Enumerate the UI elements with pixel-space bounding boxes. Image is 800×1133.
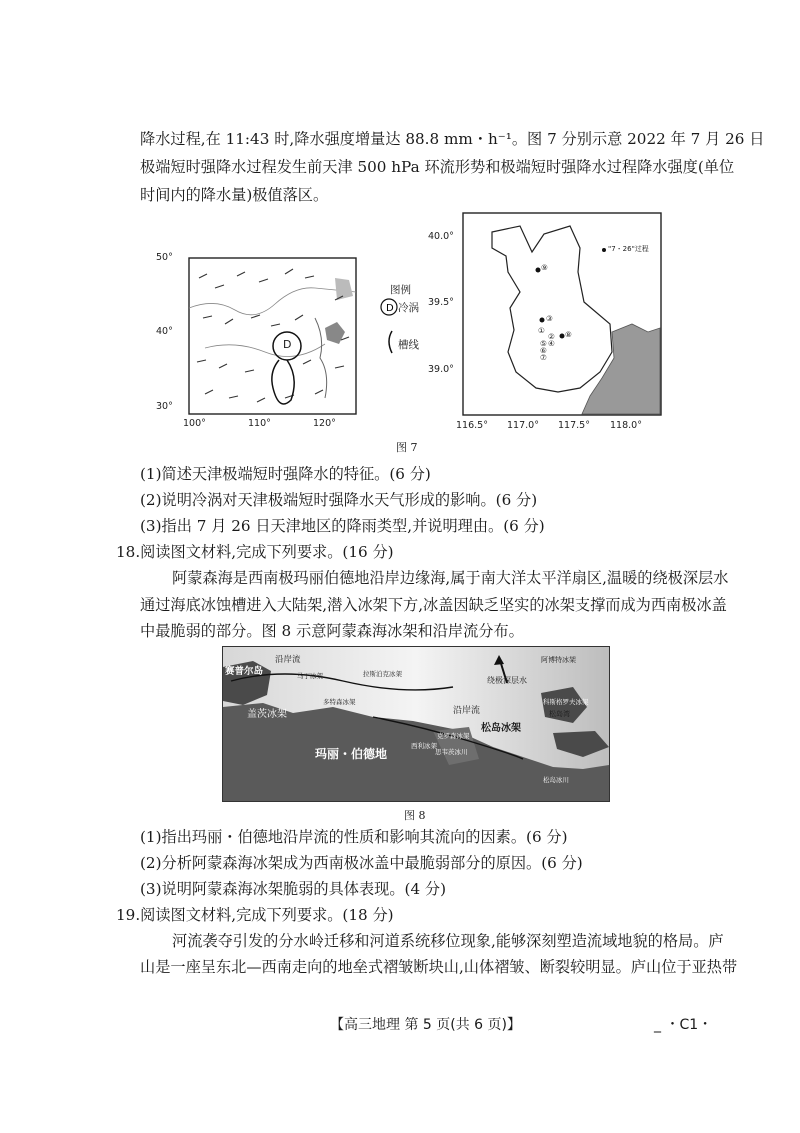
q18-sub-2: (2)分析阿蒙森海冰架成为西南极冰盖中最脆弱部分的原因。(6 分): [140, 854, 583, 872]
station-5: ⑤: [540, 339, 547, 348]
crosson-shelf-label: 克罗森冰架: [437, 732, 470, 740]
lon-label-117-5: 117.5°: [558, 420, 590, 431]
lat-label-50: 50°: [156, 252, 173, 263]
q18-sub-3: (3)说明阿蒙森海冰架脆弱的具体表现。(4 分): [140, 880, 447, 898]
station-6: ⑥: [540, 346, 547, 355]
q19-head: 19.阅读图文材料,完成下列要求。(18 分): [116, 906, 394, 924]
lon-label-120: 120°: [313, 418, 336, 429]
thwaites-glacier-label: 思韦茨冰川: [435, 748, 468, 756]
footer-title: 【高三地理 第 5 页(共 6 页)】: [330, 1017, 521, 1033]
q17-sub-1: (1)简述天津极端短时强降水的特征。(6 分): [140, 465, 431, 483]
station-8: ⑧: [565, 330, 572, 339]
station-2: ②: [548, 332, 555, 341]
cosgrove-shelf-label: 科斯格罗夫冰架: [543, 698, 589, 706]
current-top-label: 沿岸流: [275, 655, 301, 665]
q18-sub-1: (1)指出玛丽・伯德地沿岸流的性质和影响其流向的因素。(6 分): [140, 828, 568, 846]
lat-label-30: 30°: [156, 401, 173, 412]
lat-label-40: 40°: [156, 326, 173, 337]
q18-body-2: 通过海底冰蚀槽进入大陆架,潜入冰架下方,冰盖因缺乏坚实的冰架支撑而成为西南极冰盖: [140, 596, 727, 614]
station-1: ①: [538, 326, 545, 335]
lat-label-40-0: 40.0°: [428, 231, 454, 242]
figure8-caption: 图 8: [404, 809, 426, 822]
island-label: 赛普尔岛: [225, 666, 264, 677]
pine-island-glacier-label: 松岛冰川: [543, 776, 569, 784]
q17-sub-3: (3)指出 7 月 26 日天津地区的降雨类型,并说明理由。(6 分): [140, 517, 545, 535]
legend-vortex: 冷涡: [398, 302, 419, 314]
station-9: ⑨: [541, 263, 548, 272]
small-shelf-a-label: 马丁冰架: [297, 672, 323, 680]
figure8-map: [222, 646, 610, 802]
q17-sub-2: (2)说明冷涡对天津极端短时强降水天气形成的影响。(6 分): [140, 491, 538, 509]
q18-body-1: 阿蒙森海是西南极玛丽伯德地沿岸边缘海,属于南大洋太平洋扇区,温暖的绕极深层水: [172, 569, 729, 587]
figure7-left-map: [175, 248, 375, 438]
q18-body-3: 中最脆弱的部分。图 8 示意阿蒙森海冰架和沿岸流分布。: [140, 622, 524, 640]
warm-water-label: 绕极深层水: [487, 676, 527, 685]
getz-shelf-label: 盖茨冰架: [247, 709, 287, 720]
figure7-caption: 图 7: [396, 441, 418, 454]
q19-body-1: 河流袭夺引发的分水岭迁移和河道系统移位现象,能够深刻塑造流域地貌的格局。庐: [172, 932, 724, 950]
marie-byrd-land-label: 玛丽・伯德地: [315, 747, 388, 761]
current-mid-label: 沿岸流: [453, 706, 481, 716]
q18-head: 18.阅读图文材料,完成下列要求。(16 分): [116, 543, 394, 561]
lon-label-117-0: 117.0°: [507, 420, 539, 431]
figure7-right-map: [462, 212, 664, 418]
abbot-shelf-label: 阿博特冰架: [541, 656, 576, 664]
svg-text:D: D: [386, 303, 394, 314]
vortex-symbol: D: [283, 338, 292, 351]
lat-label-39-0: 39.0°: [428, 364, 454, 375]
intro-line-3: 时间内的降水量)极值落区。: [140, 186, 329, 204]
legend-trough: 槽线: [398, 339, 419, 351]
station-4: ④: [548, 339, 555, 348]
lat-label-39-5: 39.5°: [428, 297, 454, 308]
intro-line-2: 极端短时强降水过程发生前天津 500 hPa 环流形势和极端短时强降水过程降水强度(单位: [140, 158, 735, 176]
small-shelf-b-label: 拉斯泊克冰架: [363, 670, 402, 678]
lon-label-110: 110°: [248, 418, 271, 429]
station-3: ③: [546, 314, 553, 323]
q19-body-2: 山是一座呈东北—西南走向的地垒式褶皱断块山,山体褶皱、断裂较明显。庐山位于亚热带: [140, 958, 738, 976]
pine-island-bay-label: 松岛湾: [549, 710, 570, 718]
circulation-map: [175, 248, 375, 438]
pine-island-shelf-label: 松岛冰架: [481, 723, 521, 734]
footer-code: _ ・C1・: [654, 1017, 713, 1033]
dotson-shelf-label: 多特森冰架: [323, 698, 356, 706]
intro-line-1: 降水过程,在 11:43 时,降水强度增量达 88.8 mm・h⁻¹。图 7 分别示意 2022 年 7 月 26 日: [140, 130, 765, 148]
station-7: ⑦: [540, 353, 547, 362]
legend-title: 图例: [390, 284, 411, 296]
lon-label-116-5: 116.5°: [456, 420, 488, 431]
legend-process: "7・26"过程: [608, 245, 649, 253]
page-footer: [0, 1014, 800, 1034]
lon-label-100: 100°: [183, 418, 206, 429]
lon-label-118-0: 118.0°: [610, 420, 642, 431]
small-shelf-c-label: 西利冰架: [411, 742, 437, 750]
